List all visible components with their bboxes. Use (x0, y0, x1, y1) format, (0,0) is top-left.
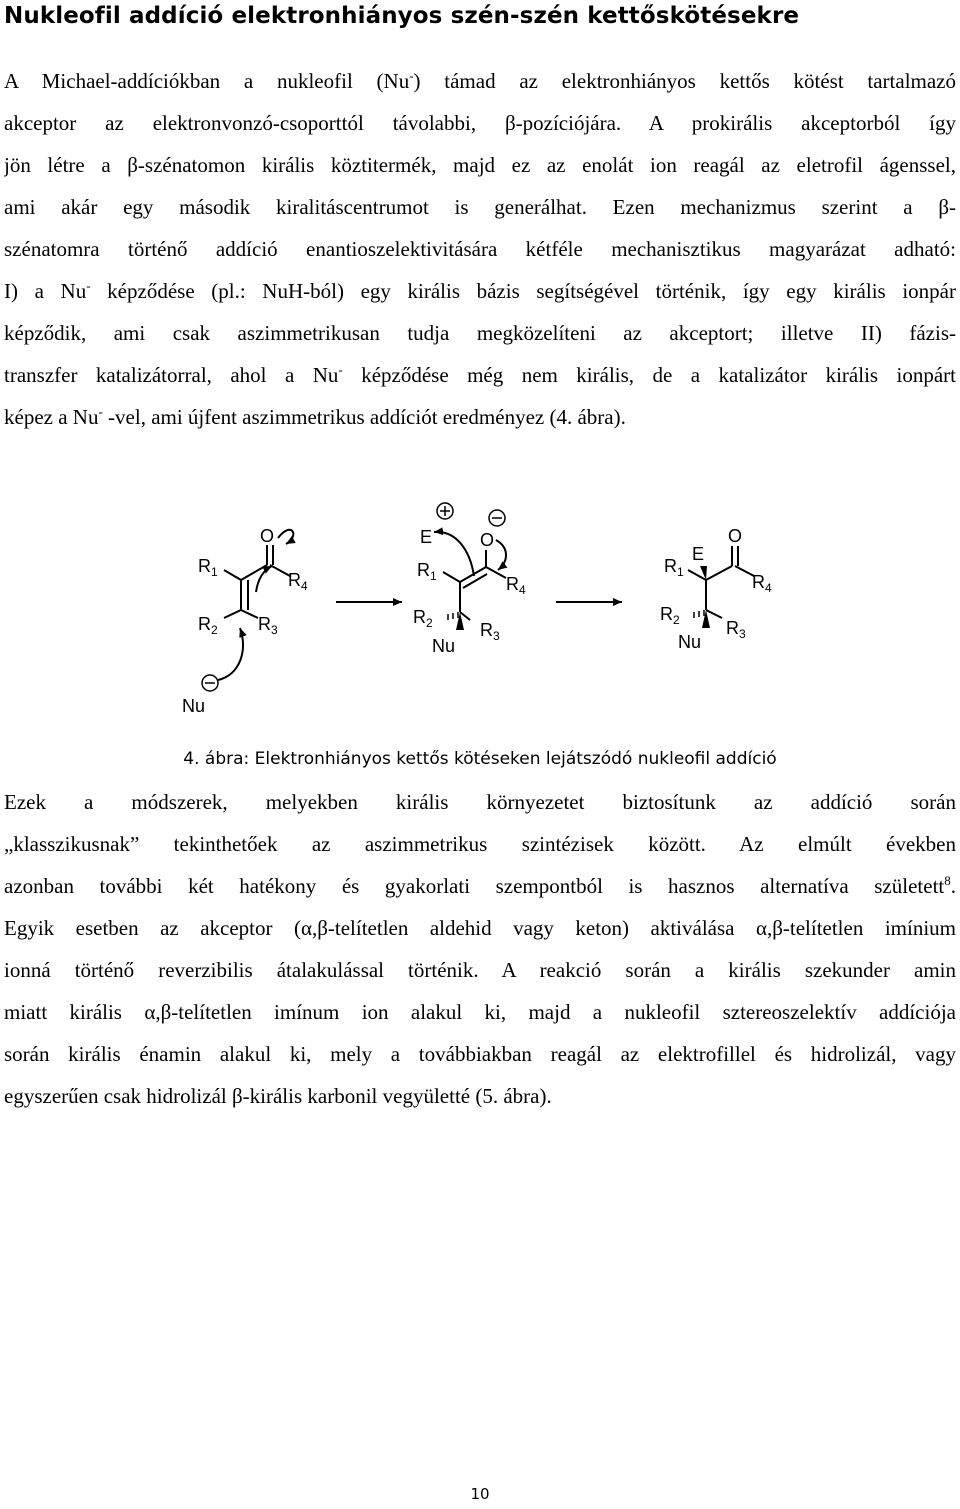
nucleophile-label: Nu (182, 696, 206, 716)
atom-label-r4: R (752, 572, 765, 592)
negative-charge-icon (489, 510, 505, 526)
paragraph-michael-addition (4, 60, 956, 438)
electrophile-label: E (692, 544, 705, 564)
subscript-label: 4 (519, 583, 526, 597)
atom-label-r3: R (258, 614, 271, 634)
subscript-label: 1 (430, 569, 437, 583)
atom-label-r2: R (198, 614, 211, 634)
curved-arrow-icon (496, 540, 506, 570)
atom-label-r2: R (413, 607, 426, 627)
curved-arrow-icon (278, 530, 293, 544)
subscript-label: 1 (677, 565, 684, 579)
atom-label-r2: R (660, 604, 673, 624)
page-number: 10 (470, 1485, 490, 1503)
bond-c-r4 (270, 565, 290, 576)
atom-label-r1: R (417, 560, 430, 580)
subscript-label: 4 (765, 581, 772, 595)
atom-label-r1: R (664, 556, 677, 576)
bond-c-r3 (706, 610, 722, 618)
text-line: „klasszikusnak” tekinthetőek az aszimmetrikus szintézisek között. Az elmúlt években (4, 832, 956, 856)
bond-c-r2 (224, 610, 241, 618)
bond-r1-c (443, 572, 460, 582)
paragraph-organocatalysis (4, 781, 956, 1117)
text-line: I) a Nu- képződése (pl.: NuH-ból) egy királis bázis segítségével történik, így egy királis ionpár (4, 278, 956, 303)
bond-c-carbonyl (706, 566, 732, 580)
bond-r1-c (224, 570, 241, 580)
atom-label-o: O (260, 526, 275, 546)
subscript-label: 1 (211, 565, 218, 579)
atom-label-r1: R (198, 556, 211, 576)
atom-label-r4: R (506, 574, 519, 594)
subscript-label: 2 (211, 623, 218, 637)
text-line: Ezek a módszerek, melyekben királis környezetet biztosítunk az addíció során (4, 790, 956, 814)
figure-caption: 4. ábra: Elektronhiányos kettős kötéseken lejátszódó nukleofil addíció (183, 749, 777, 769)
curved-arrows-enolate (434, 532, 506, 576)
text-line: akceptor az elektronvonzó-csoporttól távolabbi, β-pozíciójára. A prokirális akceptorból így (4, 111, 956, 135)
text-line: képződik, ami csak aszimmetrikusan tudja megközelíteni az akceptort; illetve II) fázis- (4, 321, 956, 345)
curved-arrows-acceptor (218, 530, 293, 680)
bond-c-r3 (241, 610, 258, 618)
text-line: képez a Nu- -vel, ami újfent aszimmetrikus addíciót eredményez (4. ábra). (4, 404, 626, 429)
reaction-scheme-svg (140, 490, 820, 730)
text-line: miatt királis α,β-telítetlen imínum ion alakul ki, majd a nukleofil sztereoszelektív addíciója (4, 1000, 956, 1024)
wedge-bond (702, 610, 710, 628)
atom-label-o: O (728, 526, 743, 546)
subscript-label: 4 (301, 579, 308, 593)
text-line: ami akár egy második kiralitáscentrumot is generálhat. Ezen mechanizmus szerint a β- (4, 195, 956, 219)
text-line: jön létre a β-szénatomon királis köztitermék, majd ez az enolát ion reagál az eletrofil ágenssel, (4, 153, 956, 177)
nucleophile-label: Nu (432, 636, 456, 656)
subscript-label: 3 (271, 623, 278, 637)
atom-label-r3: R (480, 620, 493, 640)
text-line: egyszerűen csak hidrolizál β-királis karbonil vegyületté (5. ábra). (4, 1084, 552, 1108)
structure-acceptor (224, 545, 290, 618)
structure-enolate (443, 550, 506, 630)
curved-arrow-icon (218, 628, 243, 680)
double-bond-line (463, 574, 487, 588)
atom-label-r4: R (288, 570, 301, 590)
negative-charge-icon (202, 675, 218, 691)
text-line: Egyik esetben az akceptor (α,β-telítetlen aldehid vagy keton) aktiválása α,β-telítetlen imínium (4, 916, 956, 940)
text-line: A Michael-addíciókban a nukleofil (Nu-) támad az elektronhiányos kettős kötést tartalmazó (4, 68, 956, 93)
section-heading: Nukleofil addíció elektronhiányos szén-szén kettőskötésekre (4, 3, 800, 29)
atom-label-o: O (480, 530, 495, 550)
subscript-label: 3 (493, 629, 500, 643)
positive-charge-icon (437, 503, 453, 519)
text-line: szénatomra történő addíció enantioszelektivitására kétféle mechanisztikus magyarázat adható: (4, 237, 956, 261)
text-line: transzfer katalizátorral, ahol a Nu- képződése még nem királis, de a katalizátor királis ionpárt (4, 362, 956, 387)
text-line: során királis énamin alakul ki, mely a továbbiakban reagál az elektrofillel és hidrolizál, vagy (4, 1042, 956, 1066)
curved-arrow-icon (434, 532, 474, 576)
reaction-scheme-figure (140, 490, 820, 730)
subscript-label: 3 (739, 627, 746, 641)
electrophile-label: E (420, 527, 433, 547)
atom-label-r3: R (726, 618, 739, 638)
text-line: ionná történő reverzibilis átalakulással történik. A reakció során a királis szekunder amin (4, 958, 956, 982)
subscript-label: 2 (673, 613, 680, 627)
nucleophile-label: Nu (678, 632, 702, 652)
bond-c-r4 (486, 567, 506, 578)
text-line: azonban további két hatékony és gyakorlati szempontból is hasznos alternatíva született$^8$. (4, 873, 956, 898)
subscript-label: 2 (426, 616, 433, 630)
